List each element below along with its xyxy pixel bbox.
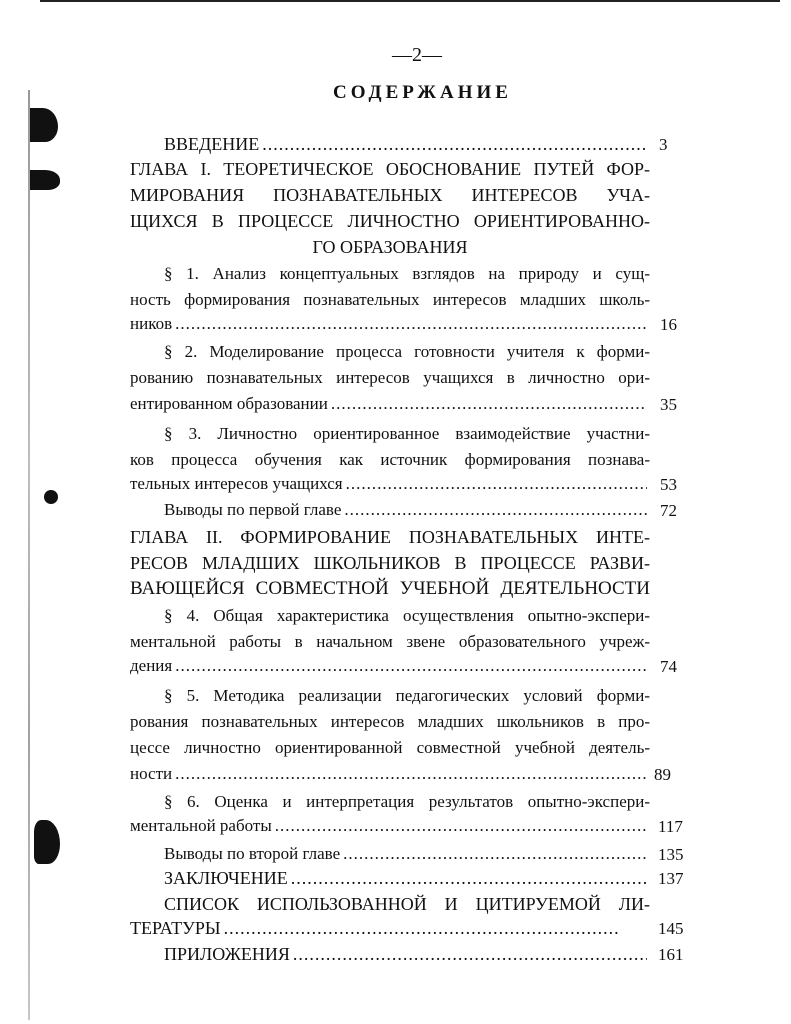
scan-blot xyxy=(30,108,58,142)
chapter-2-heading-line[interactable]: ГЛАВА II. ФОРМИРОВАНИЕ ПОЗНАВАТЕЛЬНЫХ ИНТЕ- xyxy=(130,527,650,547)
section-5-line[interactable]: рования познавательных интересов младших школьников в про- xyxy=(130,712,650,731)
chapter-2-heading-line[interactable]: РЕСОВ МЛАДШИХ ШКОЛЬНИКОВ В ПРОЦЕССЕ РАЗВИ- xyxy=(130,553,650,573)
toc-label: ментальной работы xyxy=(130,816,272,835)
chapter-1-heading-line[interactable]: ГО ОБРАЗОВАНИЯ xyxy=(312,237,468,257)
leader-dots xyxy=(331,393,647,415)
leader-dots xyxy=(175,313,647,335)
leader-dots xyxy=(275,815,647,837)
toc-label: ности xyxy=(130,764,173,783)
toc-entry-appendices[interactable] xyxy=(164,943,650,965)
section-2-line[interactable]: § 2. Моделирование процесса готовности учителя к форми- xyxy=(164,342,650,361)
scan-blot xyxy=(34,820,60,864)
toc-entry-conclusions-1[interactable] xyxy=(164,499,650,521)
toc-page: 72 xyxy=(660,501,677,520)
section-4-line[interactable]: ментальной работы в начальном звене образовательного учреж- xyxy=(130,632,650,651)
scan-left-edge xyxy=(28,90,30,1020)
toc-label: ТЕРАТУРЫ xyxy=(130,918,221,938)
section-1-line[interactable]: ность формирования познавательных интересов младших школь- xyxy=(130,290,650,309)
toc-label: ников xyxy=(130,314,173,333)
scan-blot xyxy=(44,490,58,504)
leader-dots xyxy=(224,917,619,939)
toc-page: 135 xyxy=(658,845,684,864)
leader-dots xyxy=(346,473,647,495)
toc-page: 16 xyxy=(660,315,677,334)
toc-entry-intro[interactable] xyxy=(164,133,650,155)
leader-dots xyxy=(291,867,647,889)
leader-dots xyxy=(175,655,647,677)
toc-label: ентированном образовании xyxy=(130,394,328,413)
section-6-last-line[interactable] xyxy=(130,815,650,837)
leader-dots xyxy=(293,943,647,965)
toc-label: Выводы по первой главе xyxy=(164,500,342,519)
references-heading-line[interactable]: СПИСОК ИСПОЛЬЗОВАННОЙ И ЦИТИРУЕМОЙ ЛИ- xyxy=(164,894,650,914)
section-5-line[interactable]: цессе личностно ориентированной совместной учебной деятель- xyxy=(130,738,650,757)
scan-blot xyxy=(30,170,60,190)
toc-page: 145 xyxy=(658,919,684,938)
section-2-line[interactable]: рованию познавательных интересов учащихся в личностно ори- xyxy=(130,368,650,387)
toc-entry-references[interactable] xyxy=(130,917,622,939)
section-5-last-line[interactable] xyxy=(130,763,650,785)
leader-dots xyxy=(343,843,647,865)
chapter-1-heading-line[interactable]: ГЛАВА I. ТЕОРЕТИЧЕСКОЕ ОБОСНОВАНИЕ ПУТЕЙ ФОР- xyxy=(130,159,650,179)
toc-page: 74 xyxy=(660,657,677,676)
section-1-line[interactable]: § 1. Анализ концептуальных взглядов на природу и сущ- xyxy=(164,264,650,283)
section-3-line[interactable]: ков процесса обучения как источник формирования познава- xyxy=(130,450,650,469)
section-6-line[interactable]: § 6. Оценка и интерпретация результатов опытно-экспери- xyxy=(164,792,650,811)
toc-page: 89 xyxy=(654,765,671,784)
toc-label: Выводы по второй главе xyxy=(164,844,341,863)
page-title: СОДЕРЖАНИЕ xyxy=(333,82,512,103)
toc-label: ВВЕДЕНИЕ xyxy=(164,134,260,154)
leader-dots xyxy=(175,763,647,785)
section-3-last-line[interactable] xyxy=(130,473,650,495)
toc-page: 35 xyxy=(660,395,677,414)
section-2-last-line[interactable] xyxy=(130,393,650,415)
leader-dots xyxy=(344,499,647,521)
section-5-line[interactable]: § 5. Методика реализации педагогических условий форми- xyxy=(164,686,650,705)
toc-label: ЗАКЛЮЧЕНИЕ xyxy=(164,868,288,888)
toc-entry-conclusions-2[interactable] xyxy=(164,843,650,865)
toc-label: дения xyxy=(130,656,173,675)
toc-label: тельных интересов учащихся xyxy=(130,474,343,493)
toc-page: 53 xyxy=(660,475,677,494)
toc-label: ПРИЛОЖЕНИЯ xyxy=(164,944,290,964)
page-number: —2— xyxy=(392,44,442,66)
chapter-1-heading-line[interactable]: ЩИХСЯ В ПРОЦЕССЕ ЛИЧНОСТНО ОРИЕНТИРОВАННО- xyxy=(130,211,650,231)
section-4-last-line[interactable] xyxy=(130,655,650,677)
scan-top-edge xyxy=(40,0,780,2)
section-3-line[interactable]: § 3. Личностно ориентированное взаимодействие участни- xyxy=(164,424,650,443)
toc-entry-conclusion[interactable] xyxy=(164,867,650,889)
section-1-last-line[interactable] xyxy=(130,313,650,335)
toc-page: 3 xyxy=(659,135,668,154)
toc-page: 117 xyxy=(658,817,683,836)
toc-page: 137 xyxy=(658,869,684,888)
leader-dots xyxy=(262,133,647,155)
chapter-2-heading-line[interactable]: ВАЮЩЕЙСЯ СОВМЕСТНОЙ УЧЕБНОЙ ДЕЯТЕЛЬНОСТИ xyxy=(130,578,650,599)
section-4-line[interactable]: § 4. Общая характеристика осуществления опытно-экспери- xyxy=(164,606,650,625)
chapter-1-heading-line[interactable]: МИРОВАНИЯ ПОЗНАВАТЕЛЬНЫХ ИНТЕРЕСОВ УЧА- xyxy=(130,185,650,205)
toc-page: 161 xyxy=(658,945,684,964)
